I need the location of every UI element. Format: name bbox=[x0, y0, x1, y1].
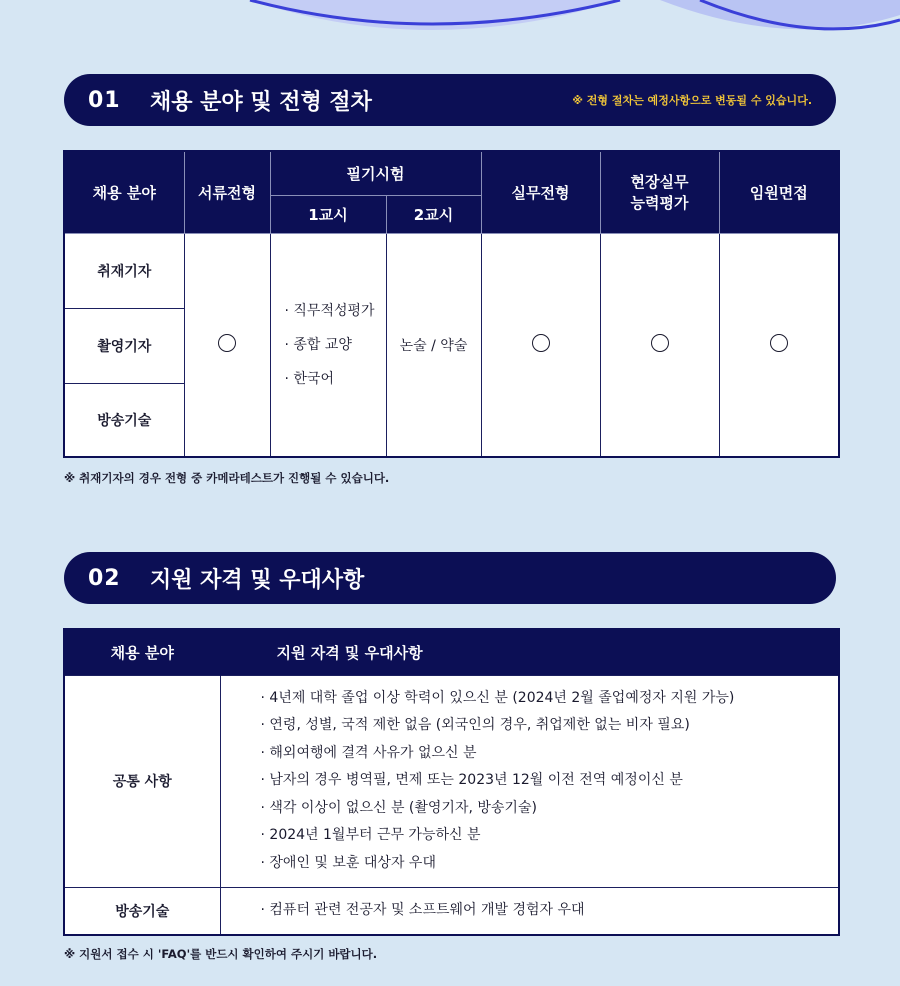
period-1-items bbox=[270, 233, 386, 457]
qualification-items bbox=[220, 675, 839, 887]
header-practical: 실무전형 bbox=[481, 151, 600, 233]
field-cell: 촬영기자 bbox=[64, 308, 184, 383]
procedure-change-note: ※ 전형 절차는 예정사항으로 변동될 수 있습니다. bbox=[572, 94, 812, 107]
header-field-test bbox=[600, 151, 719, 233]
circle-mark-icon bbox=[770, 334, 788, 352]
period-1-item: · 한국어 bbox=[285, 362, 385, 396]
header-interview: 임원면접 bbox=[719, 151, 839, 233]
qualification-item: · 연령, 성별, 국적 제한 없음 (외국인의 경우, 취업제한 없는 비자 필요) bbox=[261, 712, 838, 740]
faq-footnote: ※ 지원서 접수 시 'FAQ'를 반드시 확인하여 주시기 바랍니다. bbox=[64, 947, 378, 961]
interview-mark bbox=[719, 233, 839, 457]
qualification-item: · 4년제 대학 졸업 이상 학력이 있으신 분 (2024년 2월 졸업예정자 지원 가능) bbox=[261, 685, 838, 713]
period-1-item: · 직무적성평가 bbox=[285, 294, 385, 328]
header-qualification: 지원 자격 및 우대사항 bbox=[220, 629, 839, 675]
field-cell: 방송기술 bbox=[64, 383, 184, 457]
header-field-test-line2: 능력평가 bbox=[630, 194, 689, 213]
header-field: 채용 분야 bbox=[64, 629, 220, 675]
top-wave-decoration bbox=[0, 0, 900, 70]
field-test-mark bbox=[600, 233, 719, 457]
period-1-item: · 종합 교양 bbox=[285, 328, 385, 362]
qualification-item: · 색각 이상이 없으신 분 (촬영기자, 방송기술) bbox=[261, 795, 838, 823]
circle-mark-icon bbox=[218, 334, 236, 352]
section-number: 01 bbox=[88, 87, 121, 113]
qualification-item: · 컴퓨터 관련 전공자 및 소프트웨어 개발 경험자 우대 bbox=[261, 897, 838, 925]
qualification-item: · 남자의 경우 병역필, 면제 또는 2023년 12월 이전 전역 예정이신 분 bbox=[261, 767, 838, 795]
period-2-text: 논술 / 약술 bbox=[386, 233, 481, 457]
category-cell: 공통 사항 bbox=[64, 675, 220, 887]
circle-mark-icon bbox=[532, 334, 550, 352]
header-period-2: 2교시 bbox=[386, 195, 481, 233]
field-cell: 취재기자 bbox=[64, 233, 184, 308]
circle-mark-icon bbox=[651, 334, 669, 352]
header-document: 서류전형 bbox=[184, 151, 270, 233]
recruitment-procedure-table bbox=[63, 150, 840, 458]
header-period-1: 1교시 bbox=[270, 195, 386, 233]
document-mark bbox=[184, 233, 270, 457]
qualification-items bbox=[220, 887, 839, 935]
section-number: 02 bbox=[88, 565, 121, 591]
header-written: 필기시험 bbox=[270, 151, 481, 195]
qualification-item: · 해외여행에 결격 사유가 없으신 분 bbox=[261, 740, 838, 768]
section-title: 채용 분야 및 전형 절차 bbox=[150, 89, 372, 115]
section-2-header bbox=[64, 552, 836, 604]
section-title: 지원 자격 및 우대사항 bbox=[150, 567, 365, 593]
qualification-item: · 2024년 1월부터 근무 가능하신 분 bbox=[261, 822, 838, 850]
practical-mark bbox=[481, 233, 600, 457]
category-cell: 방송기술 bbox=[64, 887, 220, 935]
qualification-table bbox=[63, 628, 840, 936]
header-field-test-line1: 현장실무 bbox=[630, 173, 689, 192]
camera-test-footnote: ※ 취재기자의 경우 전형 중 카메라테스트가 진행될 수 있습니다. bbox=[64, 471, 390, 485]
header-field: 채용 분야 bbox=[64, 151, 184, 233]
section-1-header bbox=[64, 74, 836, 126]
qualification-item: · 장애인 및 보훈 대상자 우대 bbox=[261, 850, 838, 878]
